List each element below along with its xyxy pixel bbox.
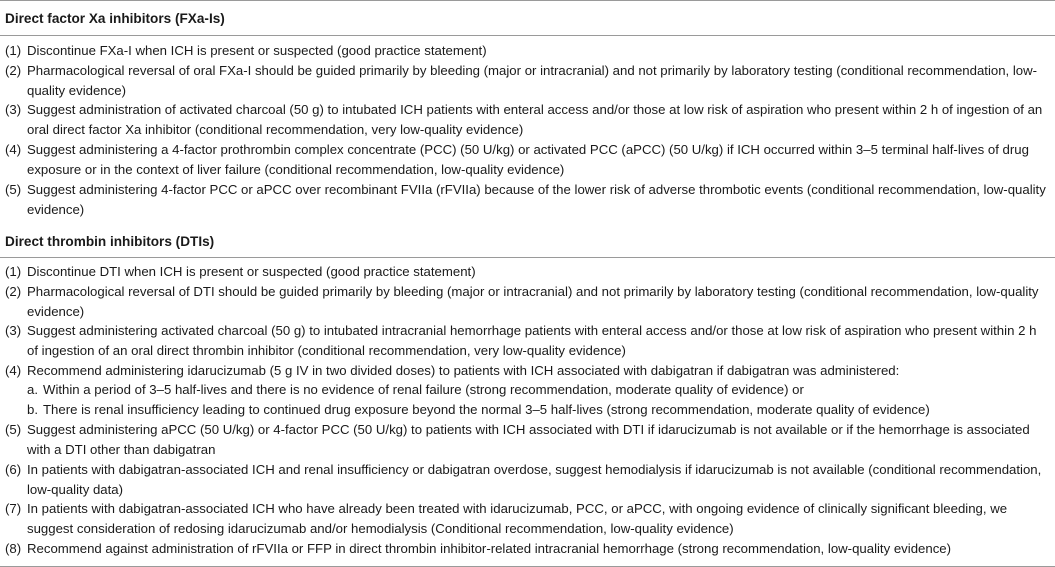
item-text: In patients with dabigatran-associated ICH and renal insufficiency or dabigatran overdose, suggest hemodialysis if idarucizumab is not available (conditional recommendation, low-quality data) bbox=[27, 462, 1042, 497]
section-divider bbox=[0, 257, 1055, 258]
item-text: Pharmacological reversal of DTI should be guided primarily by bleeding (major or intracranial) and not primarily by laboratory testing (conditional recommendation, low-quality evidence) bbox=[27, 284, 1039, 319]
item-text: Discontinue FXa-I when ICH is present or suspected (good practice statement) bbox=[27, 43, 487, 58]
item-text: Recommend administering idarucizumab (5 g IV in two divided doses) to patients with ICH associated with dabigatran if dabigatran was administered: bbox=[27, 363, 900, 378]
list-item bbox=[5, 180, 1050, 219]
sub-item-marker: b. bbox=[27, 402, 38, 417]
section-divider bbox=[0, 35, 1055, 36]
item-number: (1) bbox=[5, 264, 22, 279]
item-number: (4) bbox=[5, 142, 22, 157]
item-number: (5) bbox=[5, 182, 22, 197]
item-text: Discontinue DTI when ICH is present or suspected (good practice statement) bbox=[27, 264, 476, 279]
item-number: (2) bbox=[5, 284, 22, 299]
list-item bbox=[5, 539, 1050, 559]
list-item bbox=[5, 420, 1050, 459]
item-number: (7) bbox=[5, 501, 22, 516]
sub-item-text: There is renal insufficiency leading to continued drug exposure beyond the normal 3–5 half-lives (strong recommendation, moderate quality of evidence) bbox=[43, 402, 930, 417]
list-item bbox=[5, 361, 1050, 381]
list-item bbox=[5, 321, 1050, 360]
sub-item-marker: a. bbox=[27, 382, 38, 397]
sub-item-text: Within a period of 3–5 half-lives and there is no evidence of renal failure (strong recommendation, moderate quality of evidence) or bbox=[43, 382, 804, 397]
item-number: (1) bbox=[5, 43, 22, 58]
list-item bbox=[5, 499, 1050, 538]
item-number: (4) bbox=[5, 363, 22, 378]
item-text: Suggest administering a 4-factor prothrombin complex concentrate (PCC) (50 U/kg) or activated PCC (aPCC) (50 U/kg) if ICH occurred within 3–5 terminal half-lives of drug exposure or in the context of liver failure (conditional recommendation, low-quality evidence) bbox=[27, 142, 1029, 177]
item-text: In patients with dabigatran-associated ICH who have already been treated with idarucizumab, PCC, or aPCC, with ongoing evidence of clinically significant bleeding, we suggest consideration of redosing idarucizumab and/or hemodialysis (Conditional recommendation, low-quality evidence) bbox=[27, 501, 1008, 536]
list-item bbox=[5, 61, 1050, 100]
list-item bbox=[5, 140, 1050, 179]
item-number: (2) bbox=[5, 63, 22, 78]
sub-list-item bbox=[27, 380, 1047, 400]
section-title-fxa: Direct factor Xa inhibitors (FXa-Is) bbox=[5, 11, 225, 26]
item-text: Recommend against administration of rFVIIa or FFP in direct thrombin inhibitor-related intracranial hemorrhage (strong recommendation, low-quality evidence) bbox=[27, 541, 952, 556]
item-text: Suggest administration of activated charcoal (50 g) to intubated ICH patients with enteral access and/or those at low risk of aspiration who present within 2 h of ingestion of an oral direct factor Xa inhibitor (conditional recommendation, very low-quality evidence) bbox=[27, 102, 1043, 137]
item-text: Suggest administering aPCC (50 U/kg) or 4-factor PCC (50 U/kg) to patients with ICH associated with DTI if idarucizumab is not available or if the hemorrhage is associated with a DTI other than dabigatran bbox=[27, 422, 1030, 457]
item-number: (8) bbox=[5, 541, 22, 556]
item-number: (5) bbox=[5, 422, 22, 437]
item-number: (3) bbox=[5, 102, 22, 117]
list-item bbox=[5, 262, 1050, 282]
item-text: Suggest administering activated charcoal (50 g) to intubated intracranial hemorrhage patients with enteral access and/or those at low risk of aspiration who present within 2 h of ingestion of an oral direct thrombin inhibitor (conditional recommendation, very low-quality evidence) bbox=[27, 323, 1037, 358]
list-item bbox=[5, 460, 1050, 499]
section-title-dti: Direct thrombin inhibitors (DTIs) bbox=[5, 234, 215, 249]
list-item bbox=[5, 41, 1050, 61]
item-number: (3) bbox=[5, 323, 22, 338]
item-text: Pharmacological reversal of oral FXa-I should be guided primarily by bleeding (major or intracranial) and not primarily by laboratory testing (conditional recommendation, low-quality evidence) bbox=[27, 63, 1038, 98]
list-item bbox=[5, 282, 1050, 321]
item-text: Suggest administering 4-factor PCC or aPCC over recombinant FVIIa (rFVIIa) because of the lower risk of adverse thrombotic events (conditional recommendation, low-quality evidence) bbox=[27, 182, 1046, 217]
sub-list-item bbox=[27, 400, 1047, 420]
item-number: (6) bbox=[5, 462, 22, 477]
list-item bbox=[5, 100, 1050, 139]
